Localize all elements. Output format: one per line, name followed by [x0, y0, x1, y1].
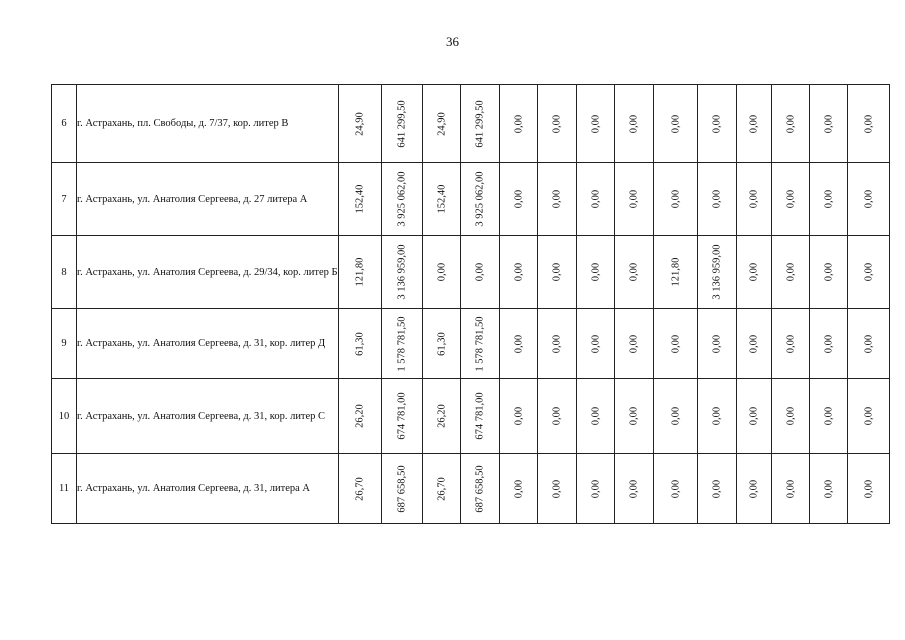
value-cell: [772, 309, 810, 379]
value-text: 3 925 062,00: [474, 171, 486, 227]
value-text: 0,00: [551, 262, 563, 282]
value-text: 24,90: [354, 111, 366, 136]
value-text: 687 658,50: [474, 464, 486, 513]
value-cell: [339, 309, 382, 379]
value-text: 0,00: [748, 262, 760, 282]
value-text: 0,00: [628, 189, 640, 209]
value-text: 26,70: [354, 476, 366, 501]
value-cell: [698, 454, 737, 524]
value-cell: [577, 309, 615, 379]
address-cell: г. Астрахань, пл. Свободы, д. 7/37, кор. литер В: [77, 85, 339, 163]
value-cell: [737, 379, 772, 454]
value-text: 0,00: [748, 114, 760, 133]
row-number: 11: [52, 454, 77, 524]
value-cell: [615, 379, 654, 454]
value-text: 26,20: [354, 404, 366, 428]
value-cell: [848, 454, 890, 524]
address-cell: г. Астрахань, ул. Анатолия Сергеева, д. 31, литера А: [77, 454, 339, 524]
value-text: 0,00: [785, 406, 796, 426]
value-cell: [737, 85, 772, 163]
table-row: [52, 85, 890, 163]
value-text: 0,00: [551, 479, 563, 498]
value-cell: [382, 163, 423, 236]
value-text: 0,00: [513, 189, 524, 209]
value-cell: [615, 163, 654, 236]
value-cell: [538, 163, 577, 236]
value-cell: [615, 85, 654, 163]
value-text: 1 578 781,50: [396, 315, 408, 372]
value-text: 0,00: [863, 114, 874, 133]
value-text: 0,00: [823, 479, 834, 498]
value-text: 0,00: [785, 334, 796, 353]
value-cell: [698, 379, 737, 454]
value-cell: [461, 454, 500, 524]
value-cell: [339, 379, 382, 454]
value-cell: [577, 85, 615, 163]
value-cell: [461, 163, 500, 236]
value-text: 0,00: [823, 334, 834, 353]
page-number: 36: [446, 34, 459, 49]
value-text: 0,00: [513, 406, 524, 426]
value-text: 0,00: [711, 114, 723, 133]
value-text: 641 299,50: [474, 99, 486, 148]
value-text: 0,00: [863, 334, 874, 353]
value-cell: [772, 454, 810, 524]
value-cell: [615, 236, 654, 309]
value-text: 0,00: [628, 406, 640, 426]
value-text: 0,00: [785, 479, 796, 498]
value-cell: [615, 309, 654, 379]
value-cell: [500, 454, 538, 524]
value-text: 687 658,50: [396, 464, 408, 513]
value-text: 0,00: [436, 262, 447, 282]
value-text: 0,00: [590, 406, 601, 426]
value-cell: [538, 454, 577, 524]
value-text: 641 299,50: [396, 99, 408, 148]
value-text: 61,30: [354, 331, 366, 356]
value-cell: [848, 163, 890, 236]
value-cell: [848, 379, 890, 454]
value-cell: [500, 379, 538, 454]
value-text: 0,00: [785, 262, 796, 282]
value-text: 0,00: [551, 334, 563, 353]
value-text: 0,00: [670, 334, 681, 353]
value-cell: [461, 379, 500, 454]
value-text: 26,70: [436, 476, 447, 501]
value-text: 152,40: [354, 184, 366, 214]
value-cell: [698, 163, 737, 236]
value-text: 0,00: [711, 334, 723, 353]
value-text: 121,80: [670, 257, 681, 287]
value-cell: [698, 85, 737, 163]
value-text: 0,00: [628, 479, 640, 498]
value-text: 0,00: [551, 406, 563, 426]
value-cell: [538, 309, 577, 379]
value-text: 24,90: [436, 111, 447, 136]
value-cell: [577, 454, 615, 524]
value-cell: [654, 85, 698, 163]
value-text: 0,00: [748, 189, 760, 209]
value-cell: [538, 379, 577, 454]
address-cell: г. Астрахань, ул. Анатолия Сергеева, д. 27 литера А: [77, 163, 339, 236]
value-text: 0,00: [670, 406, 681, 426]
value-text: 0,00: [863, 262, 874, 282]
row-number: 6: [52, 85, 77, 163]
value-text: 0,00: [823, 189, 834, 209]
value-text: 0,00: [590, 334, 601, 353]
value-cell: [500, 236, 538, 309]
value-text: 0,00: [863, 189, 874, 209]
value-text: 0,00: [551, 189, 563, 209]
value-text: 0,00: [628, 114, 640, 133]
value-cell: [461, 309, 500, 379]
value-cell: [654, 236, 698, 309]
table-row: [52, 163, 890, 236]
row-number: 8: [52, 236, 77, 309]
value-text: 0,00: [628, 262, 640, 282]
table-row: [52, 379, 890, 454]
value-text: 3 136 959,00: [396, 244, 408, 300]
value-text: 0,00: [748, 406, 760, 426]
value-cell: [737, 163, 772, 236]
value-cell: [810, 379, 848, 454]
value-cell: [382, 85, 423, 163]
value-cell: [500, 163, 538, 236]
value-cell: [382, 236, 423, 309]
value-text: 0,00: [785, 189, 796, 209]
value-text: 0,00: [590, 479, 601, 498]
value-text: 0,00: [711, 189, 723, 209]
value-cell: [423, 85, 461, 163]
value-text: 674 781,00: [474, 392, 486, 440]
value-cell: [461, 85, 500, 163]
value-cell: [654, 163, 698, 236]
row-number: 9: [52, 309, 77, 379]
value-cell: [423, 309, 461, 379]
value-cell: [772, 379, 810, 454]
table-row: [52, 309, 890, 379]
value-text: 674 781,00: [396, 392, 408, 440]
value-cell: [698, 309, 737, 379]
value-text: 0,00: [551, 114, 563, 133]
value-text: 0,00: [513, 479, 524, 498]
value-cell: [654, 379, 698, 454]
value-cell: [339, 163, 382, 236]
value-text: 3 925 062,00: [396, 171, 408, 227]
value-cell: [698, 236, 737, 309]
value-cell: [654, 454, 698, 524]
value-cell: [654, 309, 698, 379]
value-text: 26,20: [436, 404, 447, 428]
value-text: 0,00: [513, 334, 524, 353]
value-cell: [423, 236, 461, 309]
value-text: 1 578 781,50: [474, 315, 486, 372]
value-text: 0,00: [513, 114, 524, 133]
address-cell: г. Астрахань, ул. Анатолия Сергеева, д. 29/34, кор. литер Б: [77, 236, 339, 309]
value-cell: [848, 309, 890, 379]
value-text: 0,00: [748, 334, 760, 353]
value-cell: [577, 379, 615, 454]
value-text: 121,80: [354, 257, 366, 287]
value-text: 0,00: [590, 189, 601, 209]
row-number: 10: [52, 379, 77, 454]
value-cell: [810, 163, 848, 236]
value-text: 0,00: [474, 262, 486, 282]
value-cell: [810, 454, 848, 524]
value-cell: [423, 379, 461, 454]
value-cell: [810, 309, 848, 379]
value-cell: [339, 85, 382, 163]
address-cell: г. Астрахань, ул. Анатолия Сергеева, д. 31, кор. литер Д: [77, 309, 339, 379]
value-text: 0,00: [711, 479, 723, 498]
table-row: [52, 454, 890, 524]
value-text: 0,00: [748, 479, 760, 498]
value-cell: [810, 236, 848, 309]
value-cell: [500, 85, 538, 163]
value-cell: [577, 236, 615, 309]
row-number: 7: [52, 163, 77, 236]
address-cell: г. Астрахань, ул. Анатолия Сергеева, д. 31, кор. литер С: [77, 379, 339, 454]
value-cell: [848, 236, 890, 309]
value-cell: [737, 454, 772, 524]
value-cell: [382, 454, 423, 524]
value-cell: [423, 454, 461, 524]
value-cell: [615, 454, 654, 524]
value-cell: [737, 236, 772, 309]
value-text: 0,00: [628, 334, 640, 353]
value-cell: [810, 85, 848, 163]
value-text: 0,00: [670, 114, 681, 133]
value-cell: [577, 163, 615, 236]
value-text: 0,00: [823, 114, 834, 133]
table-row: [52, 236, 890, 309]
value-text: 0,00: [513, 262, 524, 282]
value-text: 0,00: [863, 479, 874, 498]
value-text: 0,00: [590, 114, 601, 133]
value-text: 0,00: [823, 406, 834, 426]
value-text: 61,30: [436, 331, 447, 356]
value-cell: [737, 309, 772, 379]
value-text: 3 136 959,00: [711, 244, 723, 300]
value-cell: [339, 454, 382, 524]
value-text: 0,00: [823, 262, 834, 282]
value-text: 0,00: [590, 262, 601, 282]
value-cell: [772, 236, 810, 309]
property-registry-table: [51, 84, 890, 524]
value-cell: [339, 236, 382, 309]
value-cell: [538, 236, 577, 309]
value-cell: [500, 309, 538, 379]
value-cell: [461, 236, 500, 309]
value-text: 0,00: [711, 406, 723, 426]
value-cell: [848, 85, 890, 163]
value-text: 152,40: [436, 184, 447, 214]
value-cell: [538, 85, 577, 163]
value-cell: [772, 163, 810, 236]
value-text: 0,00: [670, 479, 681, 498]
value-cell: [382, 309, 423, 379]
value-cell: [772, 85, 810, 163]
value-cell: [382, 379, 423, 454]
value-text: 0,00: [785, 114, 796, 133]
value-cell: [423, 163, 461, 236]
value-text: 0,00: [863, 406, 874, 426]
value-text: 0,00: [670, 189, 681, 209]
